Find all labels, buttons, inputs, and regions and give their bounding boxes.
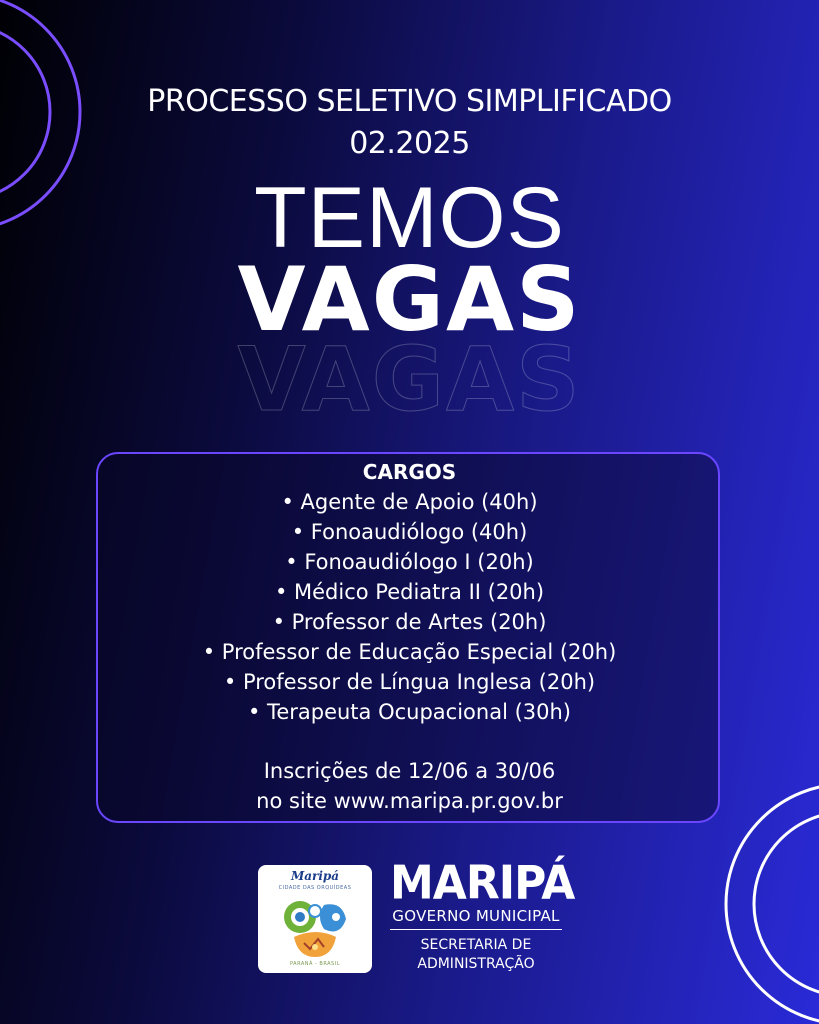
brand-name: MARIPÁ [390,856,575,911]
header-edition: 02.2025 [349,126,470,161]
cargo-item: • Professor de Língua Inglesa (20h) [223,670,596,694]
cargo-item: • Terapeuta Ocupacional (30h) [248,700,571,724]
brand-secretaria [390,936,562,974]
logo-wordmark: Maripá [290,869,340,883]
logo-emblem-icon [258,865,372,973]
inscricoes-dates: Inscrições de 12/06 a 30/06 [263,759,556,783]
cargo-item: • Professor de Artes (20h) [272,610,547,634]
municipal-logo [258,865,372,973]
brand-secretaria-line1: SECRETARIA DE [420,937,532,953]
brand-divider [390,929,562,930]
logo-subtitle: CIDADE DAS ORQUÍDEAS [278,885,352,891]
hero-temos: TEMOS [254,170,565,266]
brand-secretaria-line2: ADMINISTRAÇÃO [417,956,535,972]
inscricoes-site: no site www.maripa.pr.gov.br [256,789,563,813]
logo-bottom-text: PARANÁ - BRASIL [289,961,340,967]
brand-government: GOVERNO MUNICIPAL [392,907,560,925]
cargo-item: • Professor de Educação Especial (20h) [202,640,617,664]
hero-vagas: VAGAS [237,248,582,351]
cargo-item: • Agente de Apoio (40h) [281,490,538,514]
header-title: PROCESSO SELETIVO SIMPLIFICADO [147,84,672,119]
cargos-title: CARGOS [362,460,457,484]
cargo-item: • Médico Pediatra II (20h) [274,580,545,604]
hero-vagas-outline: VAGAS [237,328,582,431]
cargo-item: • Fonoaudiólogo I (20h) [285,550,534,574]
right-ring-inner [754,812,819,996]
cargo-item: • Fonoaudiólogo (40h) [291,520,528,544]
right-rings [726,784,819,1024]
